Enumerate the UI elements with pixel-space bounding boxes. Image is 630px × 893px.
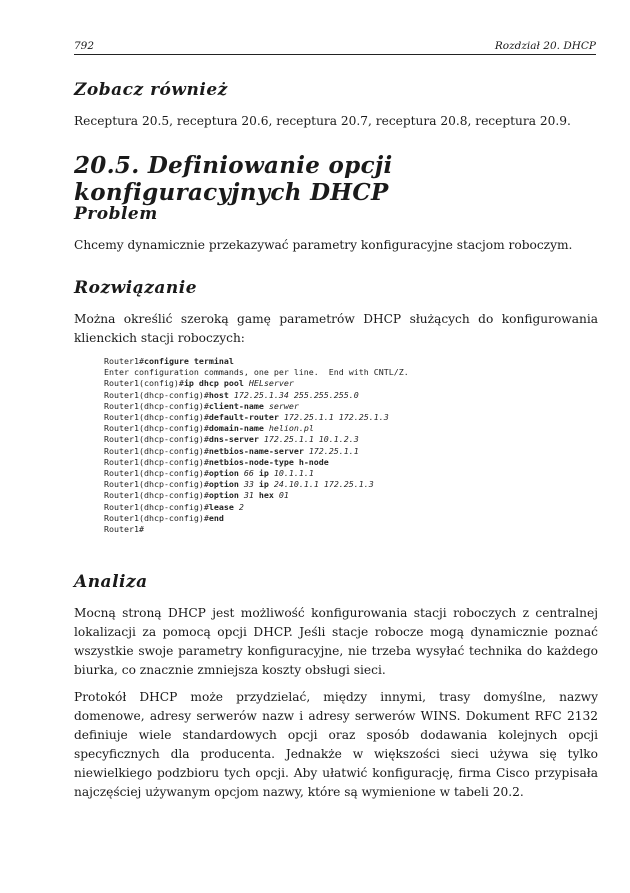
code-segment: 24.10.1.1 172.25.1.3 (273, 479, 374, 490)
analysis-paragraph-2: Protokół DHCP może przydzielać, między innymi, trasy domyślne, nazwy domenowe, adresy serwerów nazw i adresy serwerów WINS. Dokument RFC 2132 definiuje wiele standardowych opcji oraz sposób dodawania kolejnych opcji specyficznych dla producenta. Jednakże w większości sieci używa się tylko niewielkiego podzbioru tych opcji. Aby ułatwić konfigurację, firma Cisco przypisała najczęściej używanym opcjom nazwy, które są wymienione w tabeli 20.2. (74, 690, 598, 799)
code-segment: 172.25.1.1 10.1.2.3 (263, 434, 359, 445)
code-segment: dns-server (208, 434, 264, 445)
code-line (104, 490, 289, 500)
code-segment: client-name (208, 400, 269, 411)
code-line (104, 367, 409, 377)
code-segment: 2 (238, 501, 244, 512)
analysis-heading: Analiza (74, 572, 148, 592)
code-segment: default-router (208, 412, 284, 423)
code-segment: Router1# (104, 356, 144, 366)
code-line (104, 502, 244, 512)
code-segment: lease (208, 501, 239, 512)
code-line (104, 390, 359, 400)
code-segment: netbios-name-server (208, 445, 309, 456)
code-line (104, 513, 224, 523)
code-segment: HELserver (248, 378, 294, 389)
code-line (104, 479, 374, 489)
code-segment: configure terminal (143, 356, 234, 366)
code-segment: 172.25.1.34 255.255.255.0 (233, 389, 359, 400)
code-segment: 172.25.1.1 172.25.1.3 (283, 412, 389, 423)
code-segment: Router1(dhcp-config)# (104, 490, 209, 501)
code-line (104, 401, 299, 411)
code-line (104, 356, 234, 366)
code-segment: 10.1.1.1 (273, 468, 314, 479)
code-segment: 66 (243, 468, 259, 479)
code-segment: Router1(dhcp-config)# (104, 423, 209, 434)
code-line (104, 446, 359, 456)
code-segment: Router1(dhcp-config)# (104, 479, 209, 490)
code-segment: end (208, 512, 224, 523)
code-segment: hex (258, 490, 279, 501)
code-segment: 33 (243, 479, 259, 490)
see-also-section (74, 80, 598, 100)
code-line (104, 412, 389, 422)
code-segment: Router1(dhcp-config)# (104, 468, 209, 479)
code-segment: option (208, 468, 244, 479)
code-listing (104, 356, 584, 535)
chapter-title: Rozdział 20. DHCP (494, 40, 596, 52)
code-segment: ip (258, 479, 274, 490)
code-segment: domain-name (208, 423, 269, 434)
code-segment: Router1(dhcp-config)# (104, 512, 209, 523)
analysis-paragraph-1: Mocną stroną DHCP jest możliwość konfigurowania stacji roboczych z centralnej lokalizacji za pomocą opcji DHCP. Jeśli stacje robocze mogą dynamicznie poznać wszystkie swoje parametry konfiguracyjne, nie trzeba wysyłać technika do każdego biurka, co znacznie zmniejsza koszty obsługi sieci. (74, 606, 598, 677)
code-segment: 172.25.1.1 (308, 445, 359, 456)
page-header (74, 40, 596, 55)
code-segment: Router1(dhcp-config)# (104, 434, 209, 445)
code-segment: helion.pl (268, 423, 314, 434)
problem-heading: Problem (74, 204, 158, 224)
see-also-heading: Zobacz również (74, 80, 228, 100)
code-segment: Router1(dhcp-config)# (104, 389, 209, 400)
code-line (104, 423, 314, 433)
see-also-text: Receptura 20.5, receptura 20.6, receptura 20.7, receptura 20.8, receptura 20.9. (74, 114, 571, 128)
code-segment: Router1(dhcp-config)# (104, 456, 209, 467)
code-segment: Router1(dhcp-config)# (104, 412, 209, 423)
code-segment: ip dhcp pool (183, 378, 249, 389)
code-segment: Router1(dhcp-config)# (104, 501, 209, 512)
code-segment: Router1(dhcp-config)# (104, 400, 209, 411)
section-title: 20.5. Definiowanie opcji konfiguracyjnych DHCP (74, 152, 393, 206)
code-segment: 01 (278, 490, 289, 501)
page-number: 792 (74, 40, 95, 52)
code-segment: option (208, 479, 244, 490)
code-segment: Router1(dhcp-config)# (104, 445, 209, 456)
code-line (104, 457, 329, 467)
code-line (104, 524, 144, 534)
code-line (104, 434, 359, 444)
code-segment: 31 (243, 490, 259, 501)
code-segment: Enter configuration commands, one per line. End with CNTL/Z. (104, 367, 409, 378)
code-segment: netbios-node-type h-node (208, 456, 329, 467)
code-segment: ip (258, 468, 274, 479)
code-line (104, 378, 294, 388)
solution-text: Można określić szeroką gamę parametrów DHCP służących do konfigurowania klienckich stacji roboczych: (74, 312, 598, 345)
code-segment: Router1# (104, 524, 144, 535)
code-segment: Router1(config)# (104, 378, 184, 389)
problem-text: Chcemy dynamicznie przekazywać parametry konfiguracyjne stacjom roboczym. (74, 238, 573, 252)
solution-heading: Rozwiązanie (74, 278, 198, 298)
code-segment: host (208, 389, 234, 400)
code-segment: option (208, 490, 244, 501)
code-segment: serwer (268, 400, 299, 411)
code-line (104, 468, 314, 478)
